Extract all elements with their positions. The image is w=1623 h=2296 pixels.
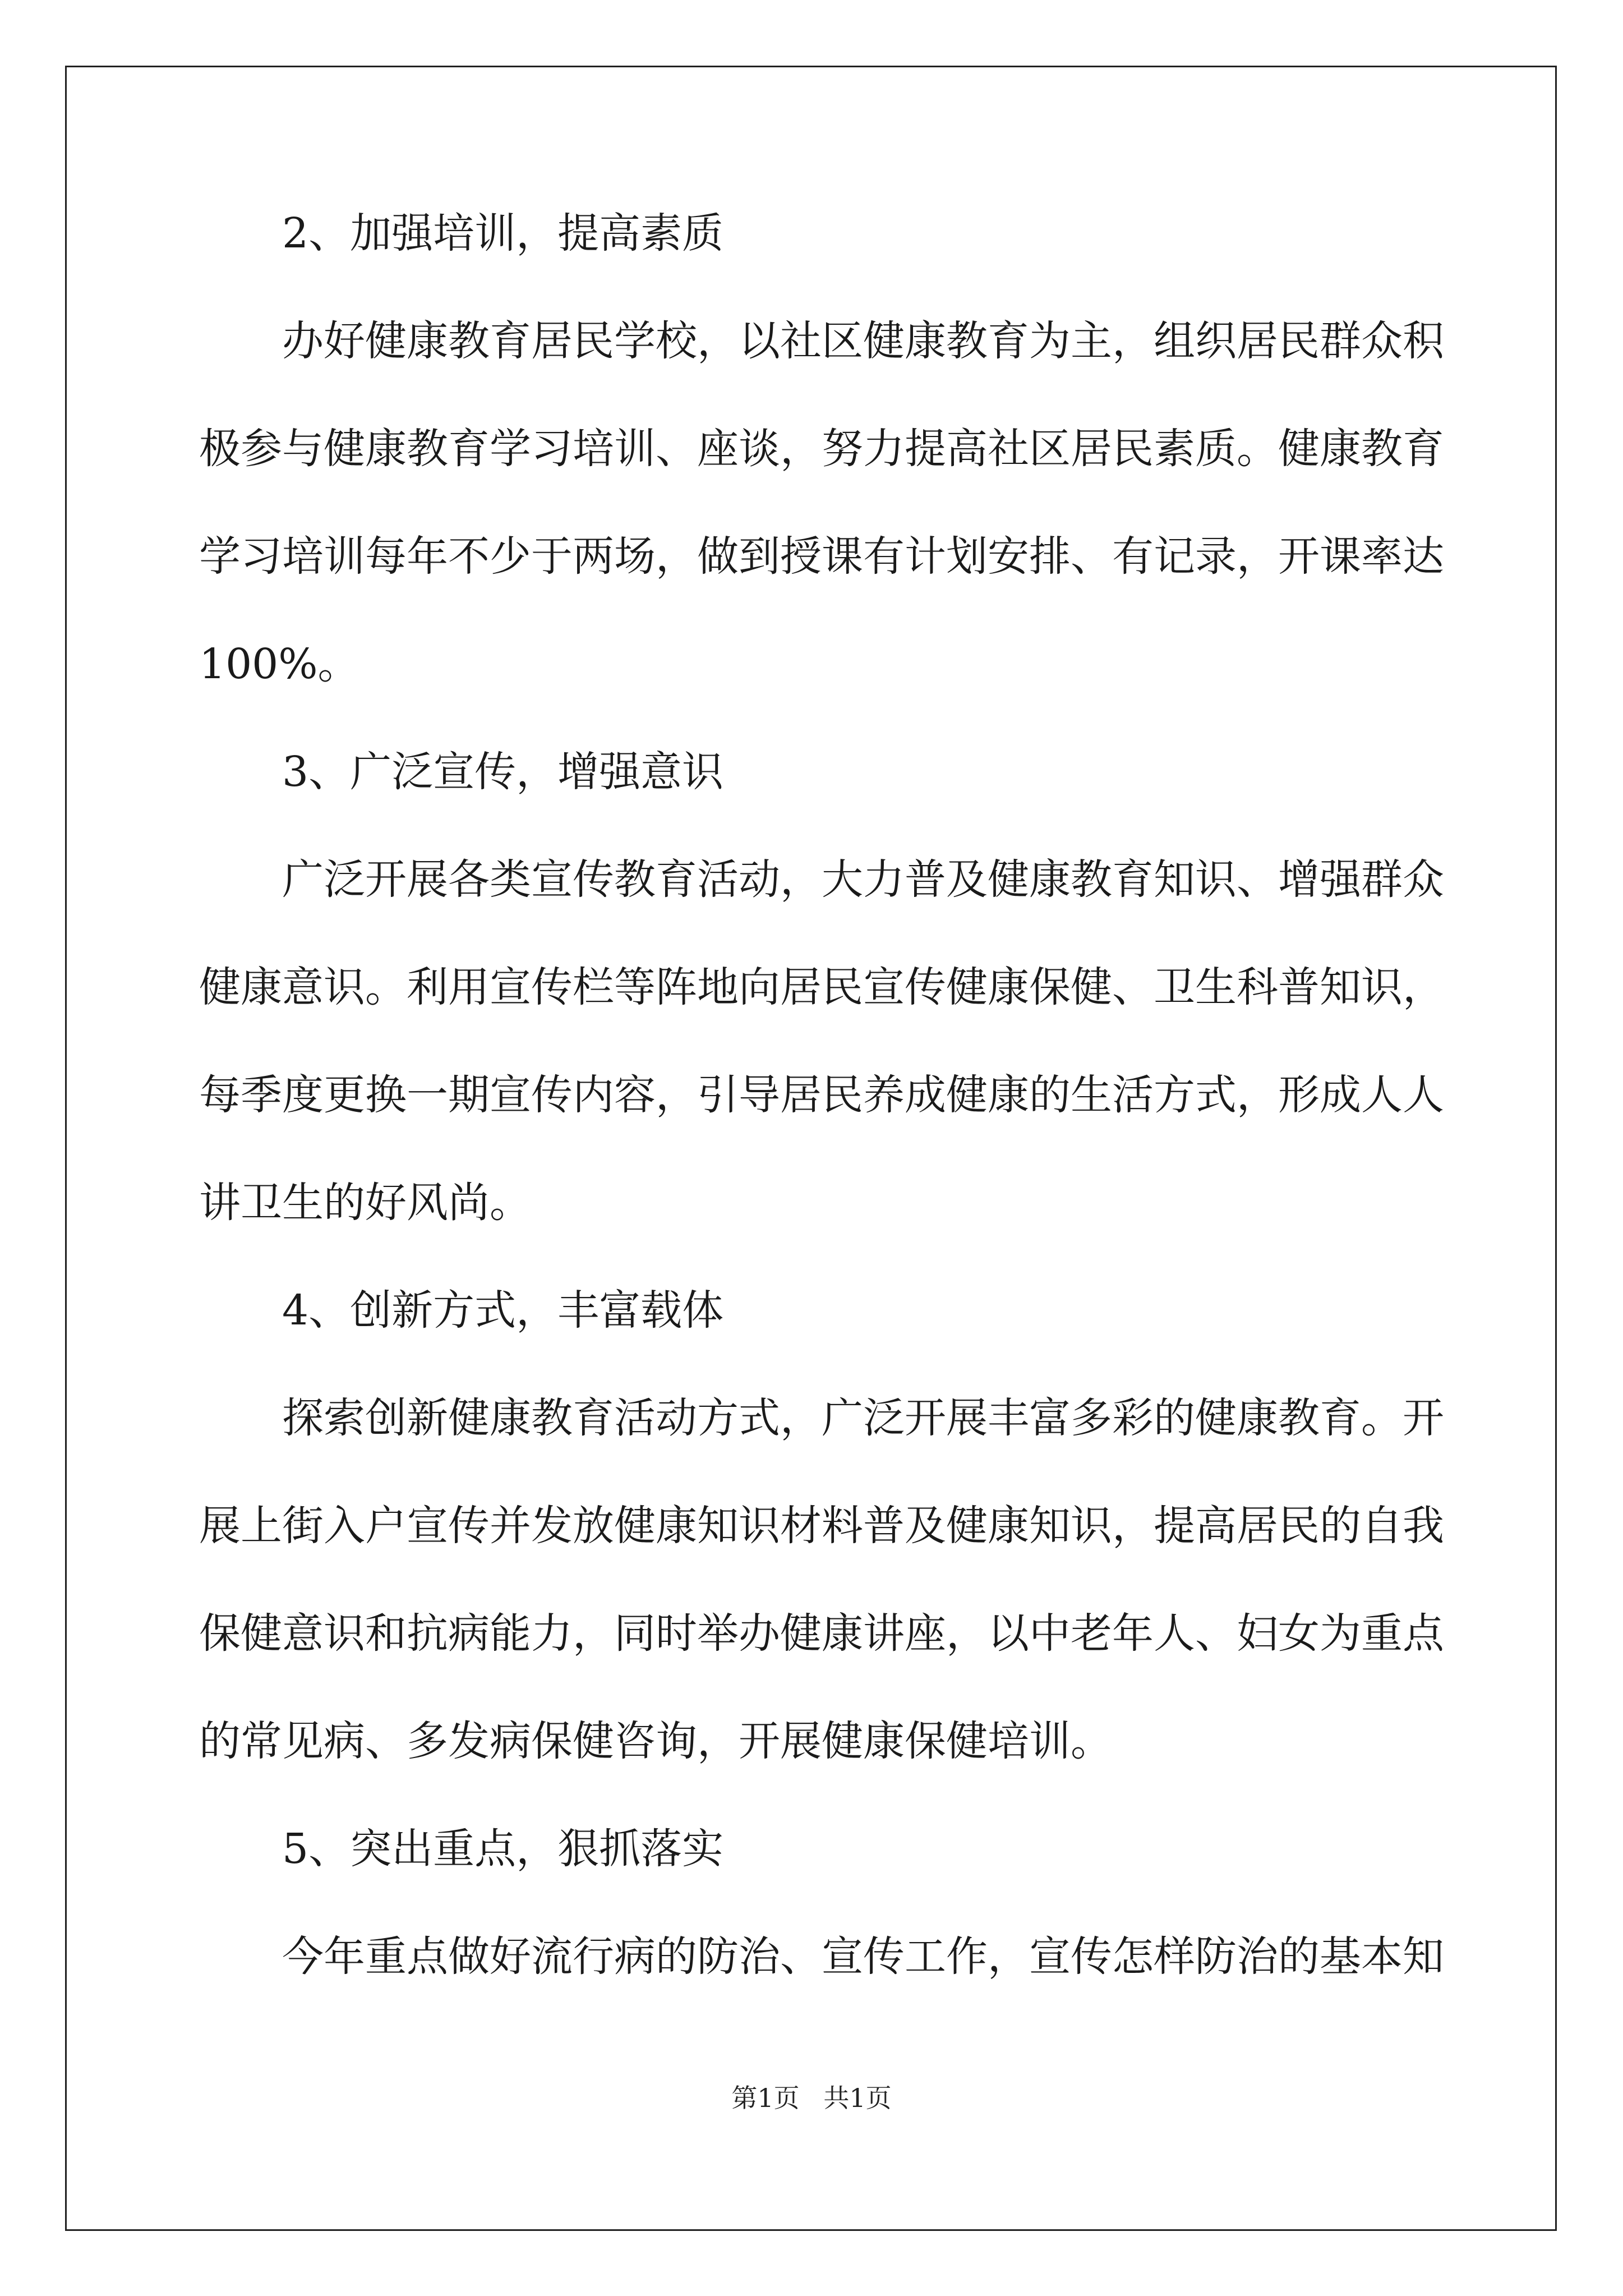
section-heading: 5、突出重点，狠抓落实 xyxy=(282,1825,724,1873)
page-number: 第1页 xyxy=(731,2083,800,2113)
paragraph-line: 讲卫生的好风尚。 xyxy=(199,1179,531,1227)
paragraph-line: 100%。 xyxy=(199,640,359,688)
paragraph-line: 今年重点做好流行病的防治、宣传工作，宣传怎样防治的基本知 xyxy=(282,1932,1444,1981)
paragraph-line: 健康意识。利用宣传栏等阵地向居民宣传健康保健、卫生科普知识， xyxy=(199,963,1444,1011)
paragraph-line: 展上街入户宣传并发放健康知识材料普及健康知识，提高居民的自我 xyxy=(199,1502,1444,1550)
paragraph-line: 极参与健康教育学习培训、座谈，努力提高社区居民素质。健康教育 xyxy=(199,425,1444,473)
page-total: 共1页 xyxy=(823,2083,892,2113)
paragraph-line: 每季度更换一期宣传内容，引导居民养成健康的生活方式，形成人人 xyxy=(199,1071,1444,1119)
document-body xyxy=(199,206,1444,1984)
section-heading: 3、广泛宣传，增强意识 xyxy=(282,748,724,796)
paragraph-line: 办好健康教育居民学校，以社区健康教育为主，组织居民群众积 xyxy=(282,317,1444,365)
section-heading: 2、加强培训，提高素质 xyxy=(282,209,724,257)
page-footer xyxy=(0,2082,1623,2114)
paragraph-line: 学习培训每年不少于两场，做到授课有计划安排、有记录，开课率达 xyxy=(199,532,1444,581)
section-heading: 4、创新方式，丰富载体 xyxy=(282,1286,724,1335)
paragraph-line: 广泛开展各类宣传教育活动，大力普及健康教育知识、增强群众 xyxy=(282,855,1444,904)
paragraph-line: 的常见病、多发病保健咨询，开展健康保健培训。 xyxy=(199,1717,1112,1765)
paragraph-line: 保健意识和抗病能力，同时举办健康讲座，以中老年人、妇女为重点 xyxy=(199,1609,1444,1658)
paragraph-line: 探索创新健康教育活动方式，广泛开展丰富多彩的健康教育。开 xyxy=(282,1394,1444,1442)
